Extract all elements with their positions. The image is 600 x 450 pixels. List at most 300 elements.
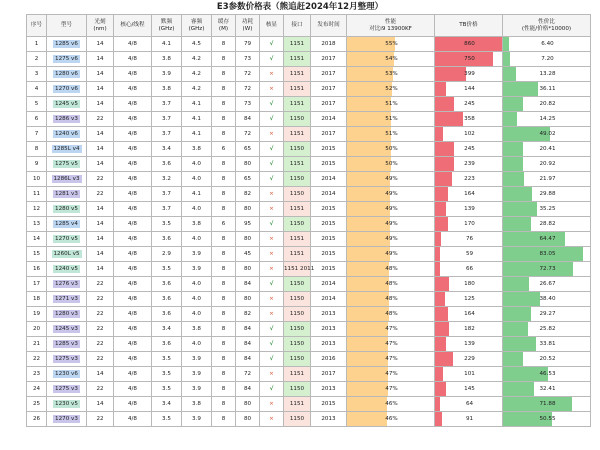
row-cache: 8: [212, 352, 236, 367]
model-tag: 1286 v3: [55, 116, 78, 122]
row-perf: [347, 82, 435, 97]
row-socket: 1151: [284, 157, 311, 172]
row-index: 7: [27, 127, 47, 142]
row-price-bar: [435, 82, 446, 96]
row-model: [47, 247, 87, 262]
row-igpu: ×: [260, 82, 284, 97]
row-price: [435, 157, 503, 172]
row-price-bar: [435, 277, 449, 291]
model-tag: 1280 v5: [55, 206, 78, 212]
row-price-bar: [435, 307, 448, 321]
row-base-clock: 3.5: [152, 352, 182, 367]
row-igpu: √: [260, 352, 284, 367]
row-perf: [347, 382, 435, 397]
row-igpu: √: [260, 382, 284, 397]
row-tdp: 72: [236, 82, 260, 97]
row-price: [435, 127, 503, 142]
row-process: 22: [87, 352, 114, 367]
row-perf: [347, 97, 435, 112]
row-process: 22: [87, 412, 114, 427]
row-base-clock: 3.6: [152, 232, 182, 247]
row-process: 22: [87, 382, 114, 397]
row-perf-bar: [347, 352, 388, 366]
row-process: 14: [87, 262, 114, 277]
row-perf-value: 53%: [385, 71, 398, 77]
row-model: [47, 277, 87, 292]
row-tdp: 80: [236, 157, 260, 172]
row-perf-value: 48%: [385, 266, 398, 272]
row-price-bar: [435, 397, 440, 411]
row-value-value: 21.97: [539, 176, 556, 182]
row-tdp: 65: [236, 142, 260, 157]
row-perf: [347, 217, 435, 232]
row-value-bar: [503, 112, 517, 126]
row-base-clock: 3.4: [152, 142, 182, 157]
model-tag: 1260L v5: [53, 251, 80, 257]
row-value-bar: [503, 157, 523, 171]
row-cache: 8: [212, 157, 236, 172]
spec-table: [26, 14, 591, 427]
row-price-value: 102: [464, 131, 475, 137]
row-cores: 4/8: [114, 337, 152, 352]
row-boost-clock: 4.1: [182, 112, 212, 127]
row-base-clock: 3.8: [152, 82, 182, 97]
row-price-value: 91: [465, 416, 474, 422]
model-tag: 1245 v5: [55, 101, 78, 107]
row-release: 2017: [311, 127, 347, 142]
row-igpu: ×: [260, 262, 284, 277]
row-release: 2015: [311, 262, 347, 277]
row-value-value: 25.82: [539, 326, 556, 332]
row-cores: 4/8: [114, 247, 152, 262]
row-boost-clock: 4.0: [182, 202, 212, 217]
row-cores: 4/8: [114, 352, 152, 367]
header-release: 发布时间: [311, 15, 347, 37]
row-price: [435, 367, 503, 382]
row-cache: 8: [212, 97, 236, 112]
row-release: 2015: [311, 157, 347, 172]
row-index: 2: [27, 52, 47, 67]
row-perf-value: 49%: [385, 191, 398, 197]
row-price: [435, 322, 503, 337]
row-cores: 4/8: [114, 82, 152, 97]
row-value-value: 28.82: [539, 221, 556, 227]
row-index: 13: [27, 217, 47, 232]
row-value-value: 7.20: [541, 56, 554, 62]
row-perf: [347, 52, 435, 67]
row-index: 20: [27, 322, 47, 337]
row-socket: 1150: [284, 277, 311, 292]
row-value-value: 33.81: [539, 341, 556, 347]
row-value: [503, 172, 591, 187]
row-perf: [347, 397, 435, 412]
table-row: [27, 187, 591, 202]
row-igpu: √: [260, 337, 284, 352]
row-value-bar: [503, 277, 529, 291]
row-socket: 1151: [284, 247, 311, 262]
row-igpu: ×: [260, 202, 284, 217]
row-price: [435, 337, 503, 352]
row-price: [435, 382, 503, 397]
row-release: 2015: [311, 397, 347, 412]
row-model: [47, 217, 87, 232]
row-cache: 8: [212, 322, 236, 337]
row-perf-bar: [347, 322, 388, 336]
row-base-clock: 3.7: [152, 202, 182, 217]
row-price: [435, 247, 503, 262]
row-process: 22: [87, 337, 114, 352]
row-release: 2013: [311, 307, 347, 322]
row-value: [503, 292, 591, 307]
row-price-value: 358: [464, 116, 475, 122]
row-price-bar: [435, 217, 448, 231]
row-model: [47, 127, 87, 142]
row-perf: [347, 307, 435, 322]
row-socket: 1150: [284, 142, 311, 157]
row-process: 14: [87, 82, 114, 97]
row-model: [47, 112, 87, 127]
row-price-bar: [435, 367, 443, 381]
row-perf-value: 49%: [385, 206, 398, 212]
row-perf: [347, 172, 435, 187]
row-socket: 1151: [284, 367, 311, 382]
model-tag: 1281 v3: [55, 191, 78, 197]
row-base-clock: 3.4: [152, 322, 182, 337]
row-perf-value: 47%: [385, 356, 398, 362]
row-value-value: 49.02: [539, 131, 556, 137]
row-index: 15: [27, 247, 47, 262]
table-row: [27, 67, 591, 82]
row-price-value: 245: [464, 101, 475, 107]
row-boost-clock: 3.8: [182, 217, 212, 232]
row-price-value: 139: [464, 341, 475, 347]
table-row: [27, 232, 591, 247]
header-base-clock: [152, 15, 182, 37]
row-cores: 4/8: [114, 382, 152, 397]
row-socket: 1151: [284, 202, 311, 217]
row-cache: 8: [212, 202, 236, 217]
row-tdp: 95: [236, 217, 260, 232]
header-boost-label: 睿频: [190, 19, 203, 25]
row-price: [435, 187, 503, 202]
row-process: 14: [87, 142, 114, 157]
row-model: [47, 82, 87, 97]
row-cores: 4/8: [114, 322, 152, 337]
row-socket: 1151: [284, 52, 311, 67]
row-release: 2017: [311, 367, 347, 382]
row-perf: [347, 337, 435, 352]
row-release: 2017: [311, 97, 347, 112]
row-price: [435, 217, 503, 232]
row-perf: [347, 352, 435, 367]
row-index: 26: [27, 412, 47, 427]
row-index: 24: [27, 382, 47, 397]
row-socket: 1150: [284, 337, 311, 352]
row-price: [435, 112, 503, 127]
row-index: 14: [27, 232, 47, 247]
row-price: [435, 397, 503, 412]
row-value: [503, 37, 591, 52]
row-value-value: 32.41: [539, 386, 556, 392]
row-value-bar: [503, 382, 534, 396]
row-index: 12: [27, 202, 47, 217]
row-price-bar: [435, 232, 441, 246]
row-price-bar: [435, 337, 446, 351]
row-price-value: 139: [464, 206, 475, 212]
row-igpu: ×: [260, 232, 284, 247]
row-model: [47, 337, 87, 352]
row-perf-value: 48%: [385, 281, 398, 287]
row-socket: 1150: [284, 352, 311, 367]
row-process: 22: [87, 172, 114, 187]
table-row: [27, 217, 591, 232]
row-value-value: 6.40: [541, 41, 554, 47]
model-tag: 1240 v5: [55, 266, 78, 272]
row-cores: 4/8: [114, 112, 152, 127]
row-price-value: 64: [465, 401, 474, 407]
table-row: [27, 367, 591, 382]
row-cache: 6: [212, 217, 236, 232]
table-row: [27, 277, 591, 292]
model-tag: 1275 v3: [55, 386, 78, 392]
row-igpu: √: [260, 37, 284, 52]
row-price-value: 245: [464, 146, 475, 152]
row-igpu: √: [260, 277, 284, 292]
row-price: [435, 352, 503, 367]
row-value-bar: [503, 202, 537, 216]
row-model: [47, 97, 87, 112]
row-value: [503, 337, 591, 352]
row-value: [503, 82, 591, 97]
header-process: [87, 15, 114, 37]
row-value-bar: [503, 82, 538, 96]
row-value: [503, 217, 591, 232]
row-value-bar: [503, 142, 523, 156]
row-value-value: 64.47: [539, 236, 556, 242]
row-cache: 8: [212, 277, 236, 292]
row-socket: 1150: [284, 412, 311, 427]
row-tdp: 72: [236, 367, 260, 382]
row-perf-bar: [347, 397, 387, 411]
row-model: [47, 262, 87, 277]
row-boost-clock: 4.2: [182, 52, 212, 67]
table-row: [27, 352, 591, 367]
row-perf: [347, 322, 435, 337]
row-socket: 1151: [284, 232, 311, 247]
row-tdp: 72: [236, 127, 260, 142]
row-tdp: 84: [236, 382, 260, 397]
row-model: [47, 157, 87, 172]
row-tdp: 72: [236, 67, 260, 82]
table-row: [27, 52, 591, 67]
row-base-clock: 3.6: [152, 292, 182, 307]
row-tdp: 84: [236, 277, 260, 292]
row-price: [435, 232, 503, 247]
header-tdp-unit: (W): [242, 25, 253, 32]
row-boost-clock: 4.0: [182, 157, 212, 172]
row-cores: 4/8: [114, 307, 152, 322]
row-value-value: 35.25: [539, 206, 556, 212]
row-index: 23: [27, 367, 47, 382]
model-tag: 1280 v6: [55, 71, 78, 77]
row-process: 22: [87, 322, 114, 337]
row-value-bar: [503, 217, 531, 231]
row-cache: 8: [212, 37, 236, 52]
row-cores: 4/8: [114, 277, 152, 292]
row-cache: 8: [212, 292, 236, 307]
row-perf: [347, 187, 435, 202]
row-model: [47, 292, 87, 307]
row-igpu: √: [260, 322, 284, 337]
row-value: [503, 367, 591, 382]
row-cache: 8: [212, 367, 236, 382]
row-value: [503, 247, 591, 262]
row-value-value: 50.55: [539, 416, 556, 422]
row-release: 2018: [311, 37, 347, 52]
row-price: [435, 37, 503, 52]
row-igpu: ×: [260, 397, 284, 412]
row-release: 2017: [311, 52, 347, 67]
row-value-value: 26.67: [539, 281, 556, 287]
row-model: [47, 307, 87, 322]
row-price-value: 164: [464, 311, 475, 317]
table-row: [27, 172, 591, 187]
row-process: 14: [87, 67, 114, 82]
row-value-value: 20.82: [539, 101, 556, 107]
row-value-bar: [503, 322, 528, 336]
row-process: 14: [87, 232, 114, 247]
row-price: [435, 292, 503, 307]
row-perf: [347, 112, 435, 127]
row-perf-value: 55%: [385, 41, 398, 47]
row-price-bar: [435, 127, 443, 141]
row-price-value: 170: [464, 221, 475, 227]
row-perf-bar: [347, 367, 388, 381]
row-base-clock: 3.5: [152, 262, 182, 277]
row-perf-value: 48%: [385, 311, 398, 317]
row-socket: 1151: [284, 127, 311, 142]
model-tag: 1275 v6: [55, 56, 78, 62]
row-price-bar: [435, 322, 449, 336]
row-value-value: 20.52: [539, 356, 556, 362]
row-base-clock: 3.9: [152, 67, 182, 82]
row-base-clock: 3.6: [152, 307, 182, 322]
header-tdp-label: 功耗: [241, 19, 254, 25]
row-price-value: 180: [464, 281, 475, 287]
model-tag: 1270 v3: [55, 416, 78, 422]
row-cores: 4/8: [114, 292, 152, 307]
model-tag: 1230 v5: [55, 401, 78, 407]
row-cores: 4/8: [114, 232, 152, 247]
row-perf-value: 52%: [385, 86, 398, 92]
row-index: 5: [27, 97, 47, 112]
row-boost-clock: 3.9: [182, 247, 212, 262]
row-price: [435, 277, 503, 292]
row-model: [47, 142, 87, 157]
table-row: [27, 247, 591, 262]
model-tag: 1285 v3: [55, 341, 78, 347]
row-perf: [347, 157, 435, 172]
row-socket: 1151: [284, 397, 311, 412]
row-release: 2015: [311, 247, 347, 262]
row-tdp: 80: [236, 397, 260, 412]
row-cache: 8: [212, 172, 236, 187]
row-base-clock: 3.5: [152, 217, 182, 232]
row-base-clock: 3.7: [152, 187, 182, 202]
row-value: [503, 52, 591, 67]
row-perf: [347, 142, 435, 157]
row-perf: [347, 37, 435, 52]
row-cache: 8: [212, 112, 236, 127]
row-perf-value: 50%: [385, 146, 398, 152]
row-cache: 8: [212, 232, 236, 247]
row-release: 2014: [311, 292, 347, 307]
row-process: 14: [87, 97, 114, 112]
row-price-value: 164: [464, 191, 475, 197]
row-value: [503, 202, 591, 217]
model-tag: 1270 v6: [55, 86, 78, 92]
row-tdp: 80: [236, 202, 260, 217]
row-base-clock: 3.7: [152, 127, 182, 142]
header-tdp: [236, 15, 260, 37]
row-value: [503, 412, 591, 427]
row-process: 14: [87, 397, 114, 412]
row-igpu: ×: [260, 187, 284, 202]
header-row: [27, 15, 591, 37]
row-model: [47, 367, 87, 382]
row-process: 14: [87, 157, 114, 172]
row-tdp: 84: [236, 352, 260, 367]
row-cores: 4/8: [114, 367, 152, 382]
row-socket: 1151 2011: [284, 262, 311, 277]
row-release: 2017: [311, 67, 347, 82]
row-price-value: 182: [464, 326, 475, 332]
row-perf-bar: [347, 382, 388, 396]
row-model: [47, 52, 87, 67]
table-header: [27, 15, 591, 37]
row-value-bar: [503, 52, 510, 66]
row-value-value: 72.73: [539, 266, 556, 272]
row-cache: 8: [212, 52, 236, 67]
row-value-value: 13.28: [539, 71, 556, 77]
row-price: [435, 142, 503, 157]
row-perf: [347, 232, 435, 247]
row-value: [503, 352, 591, 367]
row-index: 16: [27, 262, 47, 277]
row-cores: 4/8: [114, 97, 152, 112]
table-row: [27, 322, 591, 337]
row-process: 14: [87, 367, 114, 382]
row-igpu: ×: [260, 367, 284, 382]
model-tag: 1276 v3: [55, 281, 78, 287]
row-price-bar: [435, 262, 440, 276]
row-price-bar: [435, 97, 454, 111]
row-cores: 4/8: [114, 157, 152, 172]
row-index: 6: [27, 112, 47, 127]
row-index: 21: [27, 337, 47, 352]
row-value-bar: [503, 37, 509, 51]
row-process: 14: [87, 202, 114, 217]
row-value-bar: [503, 337, 536, 351]
row-index: 10: [27, 172, 47, 187]
row-value-bar: [503, 352, 523, 366]
row-price-value: 144: [464, 86, 475, 92]
row-value: [503, 187, 591, 202]
row-socket: 1150: [284, 172, 311, 187]
row-tdp: 80: [236, 232, 260, 247]
row-price-value: 125: [464, 296, 475, 302]
row-perf: [347, 277, 435, 292]
